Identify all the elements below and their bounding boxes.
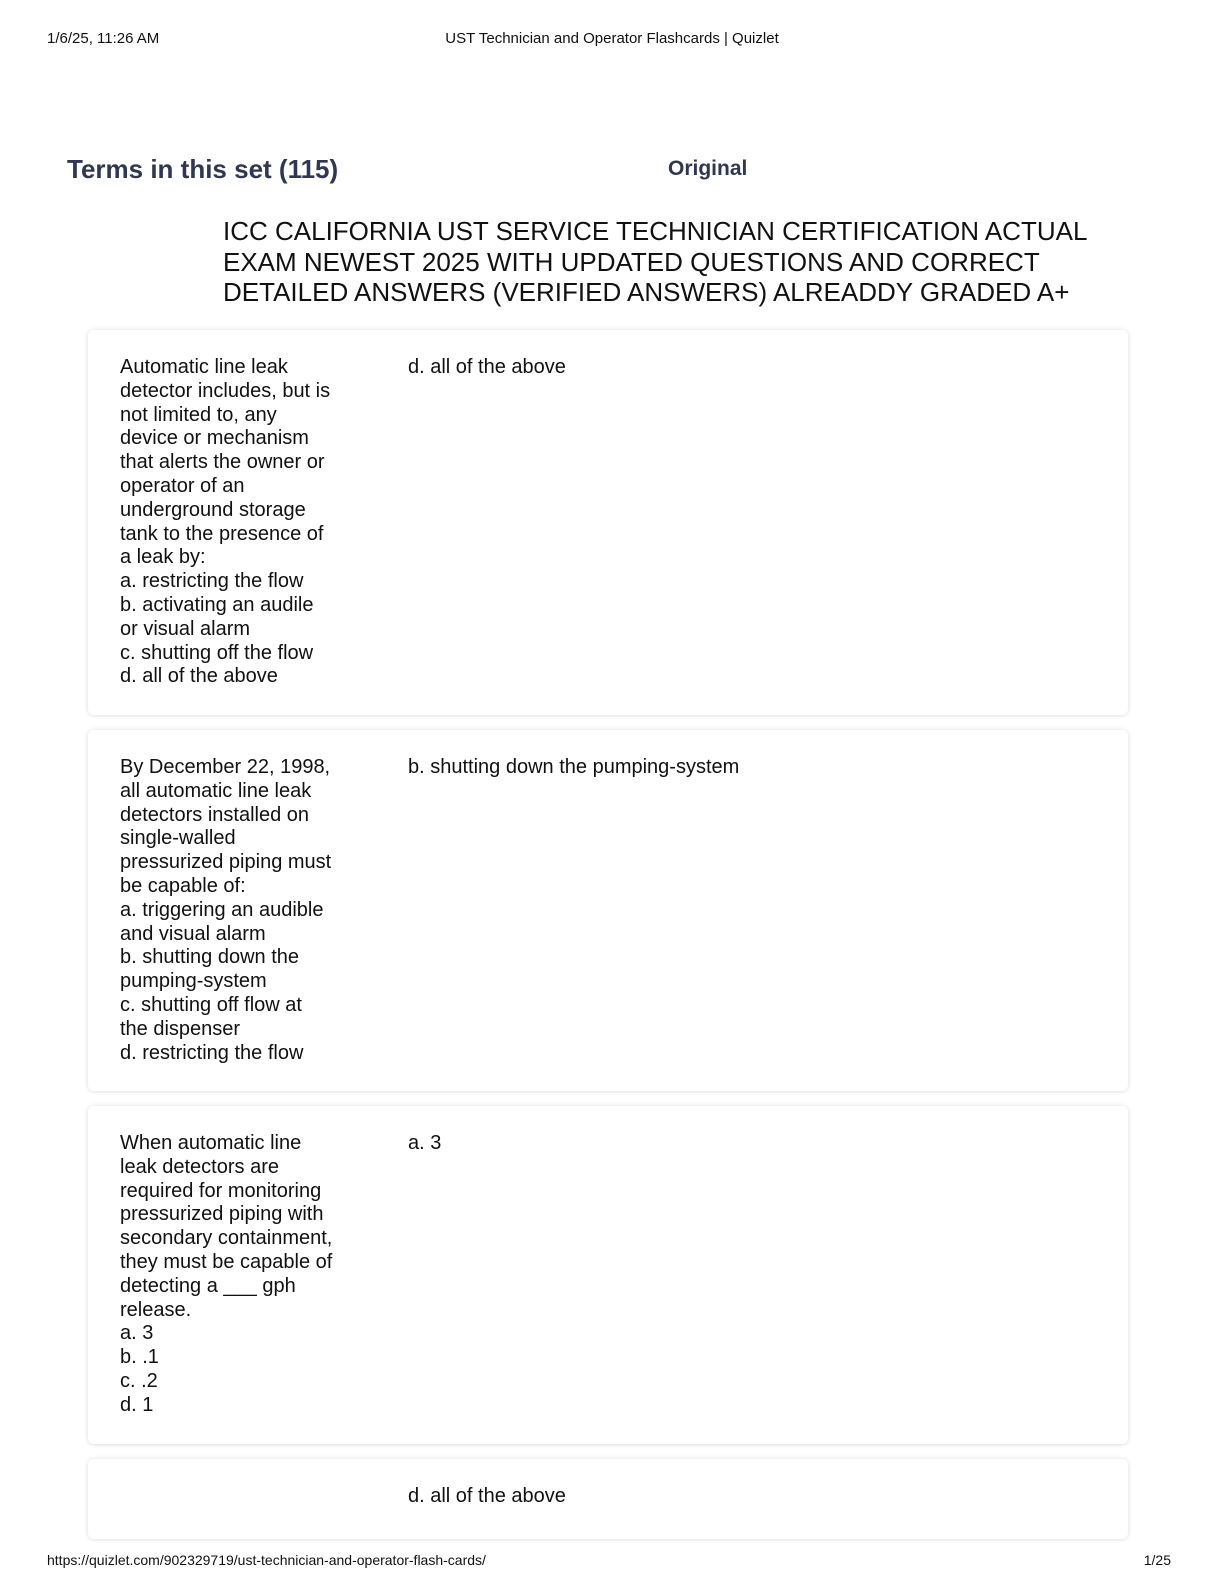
flashcard-definition: d. all of the above xyxy=(408,356,566,378)
flashcard xyxy=(88,1106,1128,1444)
print-footer xyxy=(47,1552,1171,1572)
print-date: 1/6/25, 11:26 AM xyxy=(47,30,160,47)
flashcard-list xyxy=(88,330,1128,1539)
print-header xyxy=(47,30,1177,50)
original-sort-label[interactable]: Original xyxy=(668,157,748,180)
flashcard xyxy=(88,330,1128,715)
flashcard-definition: d. all of the above xyxy=(408,1485,566,1507)
flashcard-definition: b. shutting down the pumping-system xyxy=(408,756,740,778)
terms-count-heading: Terms in this set (115) xyxy=(67,154,339,184)
set-description: ICC CALIFORNIA UST SERVICE TECHNICIAN CERTIFICATION ACTUAL EXAM NEWEST 2025 WITH UPDATED QUESTIONS AND CORRECT DETAILED ANSWERS (VERIFIED ANSWERS) ALREADDY GRADED A+ xyxy=(223,216,1087,307)
page-number: 1/25 xyxy=(1143,1552,1171,1568)
page-url[interactable]: https://quizlet.com/902329719/ust-technician-and-operator-flash-cards/ xyxy=(47,1552,486,1568)
print-page-title: UST Technician and Operator Flashcards | Quizlet xyxy=(445,30,779,47)
flashcard-definition: a. 3 xyxy=(408,1132,442,1154)
flashcard xyxy=(88,730,1128,1091)
flashcard-term: Automatic line leak detector includes, but is not limited to, any device or mechanism that alerts the owner or operator of an underground storage tank to the presence of a leak by: a. restricting the flow b. activating an audile or visual alarm c. shutting off the flow d. all of the above xyxy=(120,356,331,688)
flashcard-term: By December 22, 1998, all automatic line leak detectors installed on single-walled pressurized piping must be capable of: a. triggering an audible and visual alarm b. shutting down the pumping-system c. shutting off flow at the dispenser d. restricting the flow xyxy=(120,756,332,1064)
flashcard-term: When automatic line leak detectors are required for monitoring pressurized piping with secondary containment, they must be capable of detecting a ___ gph release. a. 3 b. .1 c. .2 d. 1 xyxy=(120,1132,333,1416)
flashcard xyxy=(88,1459,1128,1539)
